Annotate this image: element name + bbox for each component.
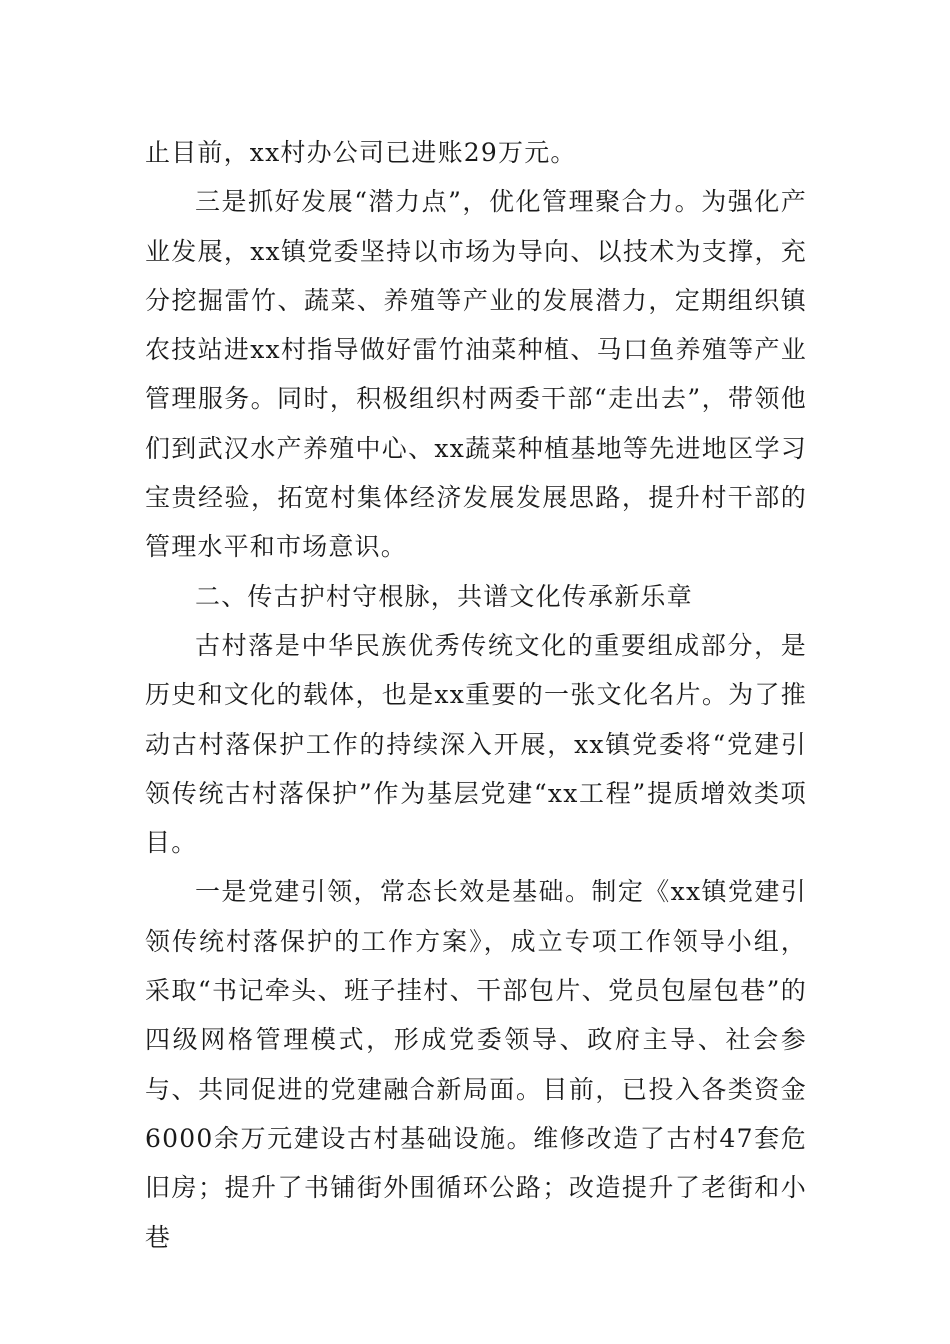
paragraph-continuation: 止目前，xx村办公司已进账29万元。	[145, 138, 577, 167]
document-page	[145, 128, 807, 1262]
paragraph-party-leadership: 一是党建引领，常态长效是基础。制定《xx镇党建引领传统村落保护的工作方案》，成立专项工作领导小组，采取“书记牵头、班子挂村、干部包片、党员包屋包巷”的四级网格管理模式，形成党委领导、政府主导、社会参与、共同促进的党建融合新局面。目前，已投入各类资金6000余万元建设古村基础设施。维修改造了古村47套危旧房；提升了书铺街外围循环公路；改造提升了老街和小巷	[145, 877, 807, 1252]
paragraph-ancient-village: 古村落是中华民族优秀传统文化的重要组成部分，是历史和文化的载体，也是xx重要的一张文化名片。为了推动古村落保护工作的持续深入开展，xx镇党委将“党建引领传统古村落保护”作为基层党建“xx工程”提质增效类项目。	[145, 630, 807, 858]
section-heading: 二、传古护村守根脉，共谱文化传承新乐章	[195, 581, 693, 611]
paragraph-potential-point: 三是抓好发展“潜力点”，优化管理聚合力。为强化产业发展，xx镇党委坚持以市场为导向、以技术为支撑，充分挖掘雷竹、蔬菜、养殖等产业的发展潜力，定期组织镇农技站进xx村指导做好雷竹油菜种植、马口鱼养殖等产业管理服务。同时，积极组织村两委干部“走出去”，带领他们到武汉水产养殖中心、xx蔬菜种植基地等先进地区学习宝贵经验，拓宽村集体经济发展发展思路，提升村干部的管理水平和市场意识。	[145, 187, 807, 562]
